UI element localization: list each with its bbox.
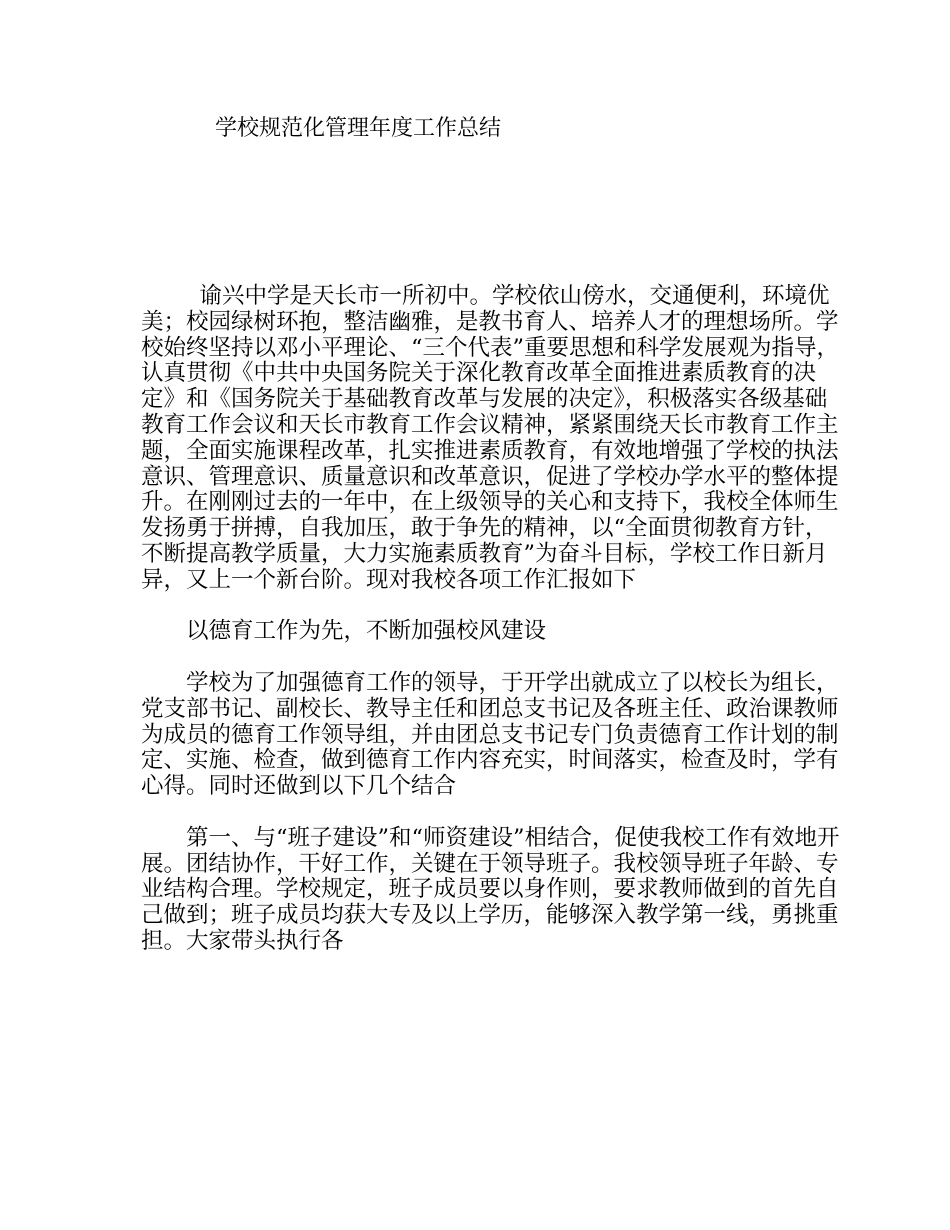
paragraph-gap [141, 594, 841, 620]
paragraph-moral-education: 学校为了加强德育工作的领导，于开学出就成立了以校长为组长，党支部书记、副校长、教导主任和团总支书记及各班主任、政治课教师为成员的德育工作领导组，并由团总支书记专门负责德育工作计划的制定、实施、检查，做到德育工作内容充实，时间落实，检查及时，学有心得。同时还做到以下几个结合 [141, 669, 839, 800]
document-body [141, 284, 841, 955]
document-title: 学校规范化管理年度工作总结 [215, 116, 502, 141]
paragraph-first-point: 第一、与“班子建设”和“师资建设”相结合，促使我校工作有效地开展。团结协作，干好工作，关键在于领导班子。我校领导班子年龄、专业结构合理。学校规定，班子成员要以身作则，要求教师做到的首先自己做到；班子成员均获大专及以上学历，能够深入教学第一线，勇挑重担。大家带头执行各 [141, 824, 840, 954]
paragraph-intro: 谕兴中学是天长市一所初中。学校依山傍水，交通便利，环境优美；校园绿树环抱，整洁幽雅，是教书育人、培养人才的理想场所。学校始终坚持以邓小平理论、“三个代表”重要思想和科学发展观为指导，认真贯彻《中共中央国务院关于深化教育改革全面推进素质教育的决定》和《国务院关于基础教育改革与发展的决定》，积极落实各级基础教育工作会议和天长市教育工作会议精神，紧紧围绕天长市教育工作主题，全面实施课程改革，扎实推进素质教育，有效地增强了学校的执法意识、管理意识、质量意识和改革意识，促进了学校办学水平的整体提升。在刚刚过去的一年中，在上级领导的关心和支持下，我校全体师生发扬勇于拼搏，自我加压，敢于争先的精神，以“全面贯彻教育方针，不断提高教学质量，大力实施素质教育”为奋斗目标，学校工作日新月异，又上一个新台阶。现对我校各项工作汇报如下 [141, 283, 840, 593]
section-heading: 以德育工作为先，不断加强校风建设 [186, 618, 547, 645]
paragraph-gap [141, 645, 841, 671]
paragraph-gap [141, 800, 841, 826]
